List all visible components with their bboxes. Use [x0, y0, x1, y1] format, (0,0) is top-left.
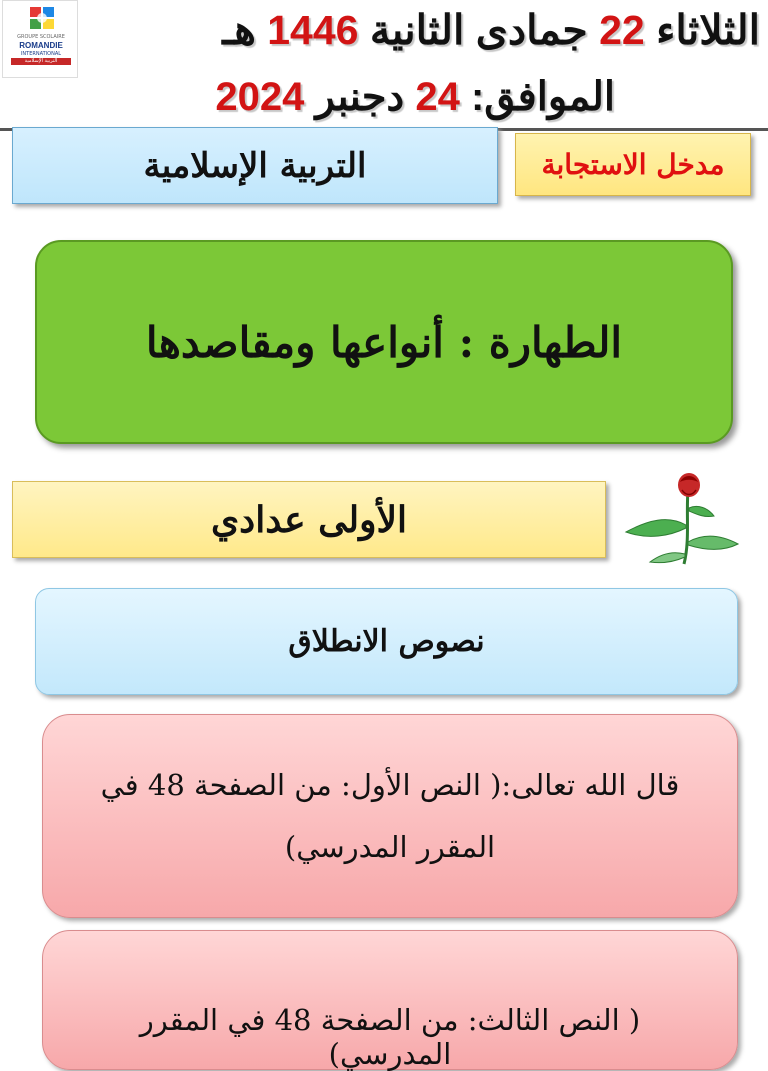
text-box-2 [42, 930, 738, 1070]
hijri-year: 1446 [267, 7, 359, 53]
hijri-date-line [60, 6, 760, 58]
level-label: الأولى عدادي [211, 498, 408, 541]
logo-subtitle: INTERNATIONAL [20, 51, 62, 57]
level-box [12, 481, 606, 558]
logo-caption: GROUPE SCOLAIRE [17, 34, 65, 40]
text-2-content: ( النص الثالث: من الصفحة 48 في المقرر المدرسي) [139, 1003, 641, 1071]
weekday: الثلاثاء [656, 7, 760, 53]
school-logo [2, 0, 78, 78]
text-1-content: قال الله تعالى:( النص الأول: من الصفحة 48 في المقرر المدرسي) [100, 768, 680, 864]
texts-heading: نصوص الانطلاق [288, 624, 485, 659]
entry-label: مدخل الاستجابة [541, 148, 725, 181]
text-box-1 [42, 714, 738, 918]
hijri-suffix: هـ [222, 7, 256, 53]
logo-brand: ROMANDIE [19, 41, 63, 50]
rose-icon [618, 470, 742, 566]
gregorian-day: 24 [415, 75, 460, 119]
subject-box [12, 127, 498, 204]
gregorian-month: دجنبر [315, 75, 405, 119]
lesson-title: الطهارة : أنواعها ومقاصدها [145, 317, 623, 367]
hijri-day: 22 [599, 7, 645, 53]
hijri-month: جمادى الثانية [369, 7, 588, 53]
subject-title: التربية الإسلامية [143, 145, 367, 186]
gregorian-prefix: الموافق: [470, 75, 615, 119]
gregorian-year: 2024 [215, 75, 305, 119]
gregorian-date-line [120, 74, 615, 124]
lesson-title-box [35, 240, 733, 444]
logo-banner: التربية الإسلامية [11, 58, 71, 65]
entry-box [515, 133, 751, 196]
texts-heading-box [35, 588, 738, 695]
logo-emblem-icon [28, 5, 56, 31]
